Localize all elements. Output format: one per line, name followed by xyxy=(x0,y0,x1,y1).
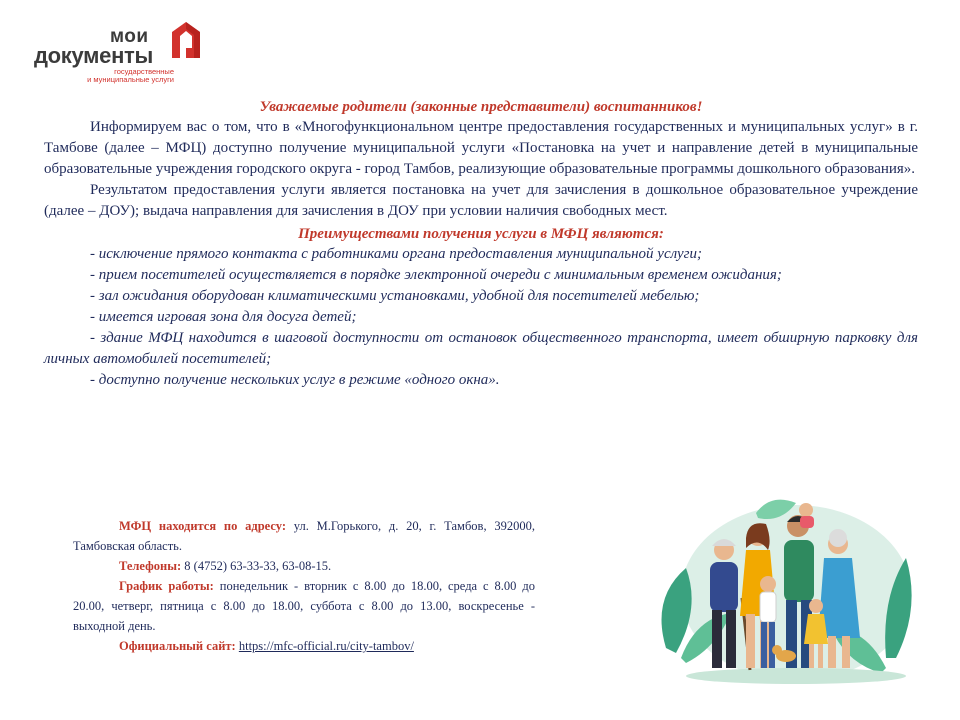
list-item: - имеется игровая зона для досуга детей; xyxy=(90,309,357,325)
address-line xyxy=(73,516,535,556)
phone-line xyxy=(73,556,535,576)
phone-label: Телефоны: xyxy=(119,559,182,573)
logo-text-moi: мои xyxy=(110,26,149,47)
page-heading: Уважаемые родители (законные представители) воспитанников! xyxy=(259,99,703,115)
logo-text-documents: документы xyxy=(34,43,154,68)
result-paragraph: Результатом предоставления услуги является постановка на учет для зачисления в дошкольное образовательное учреждение (далее – ДОУ); выдача направления для зачисления в ДОУ при условии наличия свободных мест. xyxy=(44,182,918,219)
intro-paragraph: Информируем вас о том, что в «Многофункциональном центре предоставления государственных и муниципальных услуг» в г. Тамбове (далее – МФЦ) доступно получение муниципальной услуги «Постановка на учет и направление детей в муниципальные образовательные учреждения городского округа - город Тамбов, реализующие образовательные программы дошкольного образования». xyxy=(44,119,918,177)
family-illustration xyxy=(646,488,936,688)
advantages-heading: Преимуществами получения услуги в МФЦ являются: xyxy=(298,226,664,242)
list-item: - доступно получение нескольких услуг в режиме «одного окна». xyxy=(90,372,500,388)
contact-info xyxy=(73,516,535,656)
site-line xyxy=(73,636,535,656)
hours-line xyxy=(73,576,535,636)
logo-subtitle-line2: и муниципальные услуги xyxy=(87,75,174,84)
logo-mark-icon xyxy=(168,18,204,62)
logo-subtitle-line1: государственные xyxy=(114,67,174,76)
logo-subtitle xyxy=(74,68,174,84)
main-content xyxy=(44,97,918,391)
hours-value: понедельник - вторник с 8.00 до 18.00, среда с 8.00 до 20.00, четверг, пятница с 8.00 до 18.00, суббота с 8.00 до 13.00, воскресенье - выходной день. xyxy=(73,579,535,633)
address-value: ул. М.Горького, д. 20, г. Тамбов, 392000, Тамбовская область. xyxy=(73,519,535,553)
phone-value: 8 (4752) 63-33-33, 63-08-15. xyxy=(181,559,332,573)
mfc-logo xyxy=(34,18,204,88)
address-label: МФЦ находится по адресу: xyxy=(119,519,286,533)
hours-label: График работы: xyxy=(119,579,214,593)
site-label: Официальный сайт: xyxy=(119,639,236,653)
advantages-list xyxy=(44,244,918,391)
list-item: - зал ожидания оборудован климатическими установками, удобной для посетителей мебелью; xyxy=(90,288,700,304)
official-site-link[interactable]: https://mfc-official.ru/city-tambov/ xyxy=(238,639,414,653)
list-item: - здание МФЦ находится в шаговой доступности от остановок общественного транспорта, имеет обширную парковку для личных автомобилей посетителей; xyxy=(44,330,918,367)
list-item: - прием посетителей осуществляется в порядке электронной очереди с минимальным временем ожидания; xyxy=(90,267,782,283)
list-item: - исключение прямого контакта с работниками органа предоставления муниципальной услуги; xyxy=(90,246,702,262)
